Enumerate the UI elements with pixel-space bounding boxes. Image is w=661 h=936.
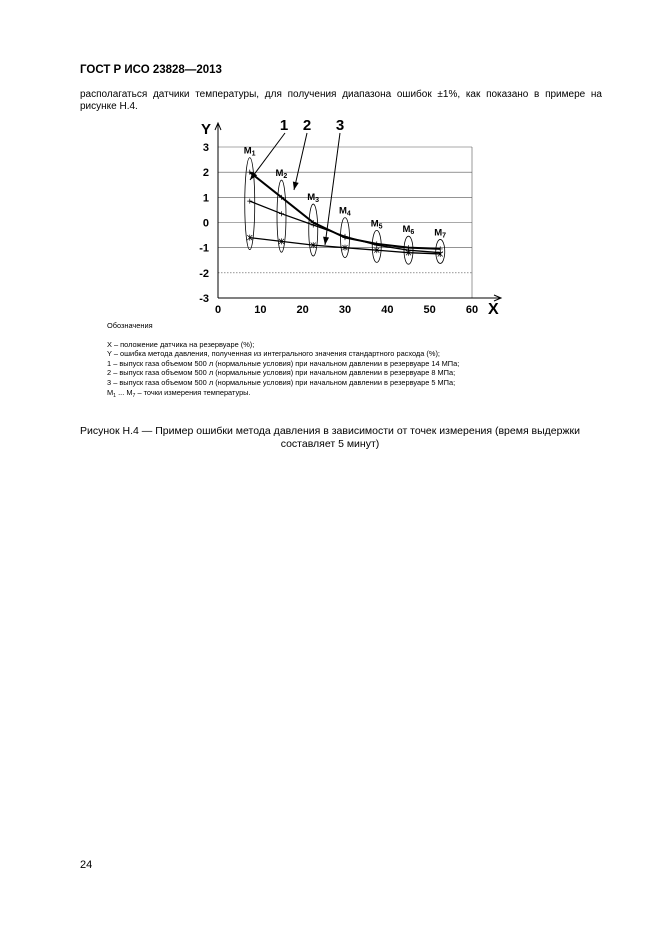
x-axis-label: X bbox=[488, 301, 499, 317]
x-tick-label: 50 bbox=[423, 304, 436, 316]
x-tick-label: 0 bbox=[214, 304, 222, 316]
chart-axes bbox=[215, 123, 501, 301]
legend bbox=[107, 321, 459, 397]
x-tick-label: 30 bbox=[338, 304, 352, 316]
data-point bbox=[247, 199, 252, 204]
y-tick-label: 3 bbox=[202, 142, 209, 154]
y-tick-label: 1 bbox=[202, 192, 209, 205]
measurement-ellipse bbox=[309, 204, 318, 256]
x-tick-label: 10 bbox=[254, 304, 267, 316]
callout-label: 3 bbox=[335, 117, 345, 134]
legend-title: Обозначения bbox=[107, 321, 153, 330]
measurement-label: $M_3$ bbox=[307, 192, 320, 205]
measurement-label: $M_4$ bbox=[339, 205, 351, 218]
data-point bbox=[279, 211, 284, 216]
measurement-label: $M_2$ bbox=[275, 168, 288, 181]
callout-label: 2 bbox=[302, 117, 312, 134]
callout-label: 1 bbox=[279, 117, 289, 134]
legend-item: Y – ошибка метода давления, полученная из интегрального значения стандартного расхода (%); bbox=[107, 349, 440, 359]
legend-item: 2 – выпуск газа объемом 500 л (нормальные условия) при начальном давлении в резервуаре 8 МПа; bbox=[107, 368, 456, 378]
y-tick-label: 0 bbox=[202, 217, 209, 230]
page-number: 24 bbox=[80, 859, 93, 871]
callout-leader bbox=[294, 133, 307, 190]
callout-arrowhead bbox=[323, 237, 329, 245]
x-tick-label: 60 bbox=[465, 304, 479, 316]
chart-grid bbox=[218, 147, 472, 298]
legend-item-m: $M_1$ ... $M_7$ – точки измерения температуры. bbox=[107, 387, 251, 399]
measurement-label: $M_7$ bbox=[434, 227, 447, 240]
x-tick-label: 40 bbox=[381, 304, 394, 316]
y-tick-label: -3 bbox=[199, 293, 209, 305]
callout-leader bbox=[325, 133, 340, 245]
x-tick-label: 20 bbox=[296, 304, 309, 316]
document-header: ГОСТ Р ИСО 23828—2013 bbox=[80, 64, 222, 76]
y-tick-label: 2 bbox=[202, 167, 209, 180]
legend-item: 1 – выпуск газа объемом 500 л (нормальные условия) при начальном давлении в резервуаре 14 МПа; bbox=[107, 358, 460, 368]
measurement-label: $M_1$ bbox=[243, 145, 256, 158]
y-tick-label: -1 bbox=[199, 242, 209, 255]
chart-labels bbox=[199, 121, 499, 317]
y-tick-label: -2 bbox=[199, 267, 209, 280]
callout-arrowhead bbox=[293, 182, 299, 190]
y-axis-label: Y bbox=[201, 121, 212, 138]
legend-item: X – положение датчика на резервуаре (%); bbox=[107, 339, 255, 349]
intro-paragraph: располагаться датчики температуры, для получения диапазона ошибок ±1%, как показано в примере на рисунке Н.4. bbox=[80, 89, 602, 112]
series-callouts bbox=[250, 117, 344, 245]
legend-item: 3 – выпуск газа объемом 500 л (нормальные условия) при начальном давлении в резервуаре 5 МПа; bbox=[107, 377, 456, 387]
figure-caption: Рисунок Н.4 — Пример ошибки метода давления в зависимости от точек измерения (время выдержки составляет 5 минут) bbox=[80, 425, 580, 450]
measurement-label: $M_6$ bbox=[402, 224, 415, 237]
figure-chart bbox=[180, 112, 510, 317]
measurement-label: $M_5$ bbox=[370, 218, 383, 231]
